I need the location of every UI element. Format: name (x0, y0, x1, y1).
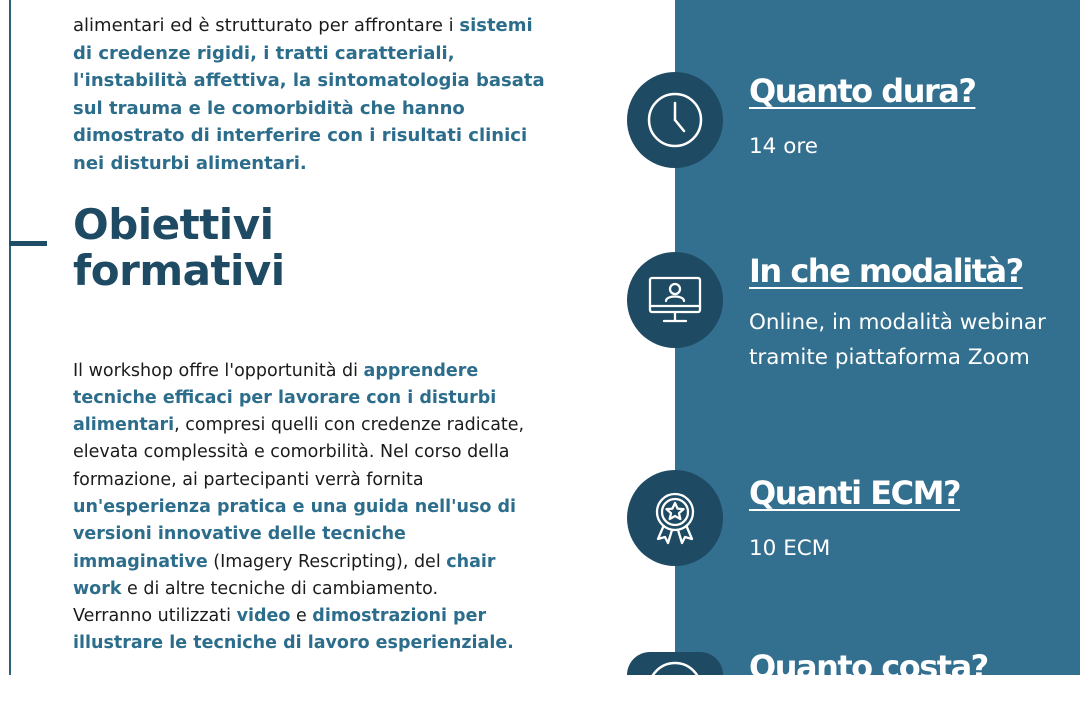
info-title-ecm: Quanti ECM? (749, 474, 961, 512)
intro-paragraph (73, 12, 553, 177)
info-value-modality: Online, in modalità webinar tramite piattaforma Zoom (749, 310, 1046, 370)
info-value-ecm: 10 ECM (749, 536, 831, 561)
objectives-text: e di altre tecniche di cambiamento. (121, 578, 439, 599)
objectives-text: (Imagery Rescripting), del (207, 551, 447, 572)
section-title-line2: formativi (73, 246, 285, 295)
award-badge-icon (627, 470, 723, 566)
clock-icon (627, 72, 723, 168)
intro-text: alimentari ed è strutturato per affrontare i (73, 15, 460, 36)
intro-highlight: sistemi di credenze rigidi, i tratti caratteriali, l'instabilità affettiva, la sintomatologia basata sul trauma e le comorbidità che hanno dimostrato di interferire con i risultati clinici nei disturbi alimentari. (73, 15, 545, 174)
info-title-modality: In che modalità? (749, 252, 1023, 290)
section-marker-tick (9, 241, 47, 246)
objectives-text: , compresi quelli con credenze radicate, elevata complessità e comorbilità. Nel corso della formazione, ai partecipanti verrà fornita (73, 415, 525, 490)
objectives-text: Verranno utilizzati (73, 606, 237, 627)
objectives-highlight: dimostrazioni per illustrare le tecniche di lavoro esperienziale. (73, 606, 514, 654)
objectives-highlight: chair work (73, 551, 496, 599)
left-vertical-rule (9, 0, 11, 675)
objectives-highlight: apprendere tecniche efficaci per lavorare con i disturbi alimentari (73, 360, 497, 436)
section-title-line1: Obiettivi (73, 200, 274, 249)
info-title-duration: Quanto dura? (749, 72, 976, 110)
objectives-text: Il workshop offre l'opportunità di (73, 360, 364, 381)
info-value-duration: 14 ore (749, 134, 818, 159)
info-title-cost: Quanto costa? (749, 648, 988, 686)
section-title (73, 202, 285, 294)
objectives-highlight: video (236, 606, 291, 627)
price-icon (627, 652, 723, 675)
objectives-paragraph (73, 358, 543, 658)
webinar-monitor-icon (627, 252, 723, 348)
objectives-text: e (290, 606, 313, 627)
objectives-highlight: un'esperienza pratica e una guida nell'uso di versioni innovative delle tecniche immaginative (73, 496, 516, 572)
